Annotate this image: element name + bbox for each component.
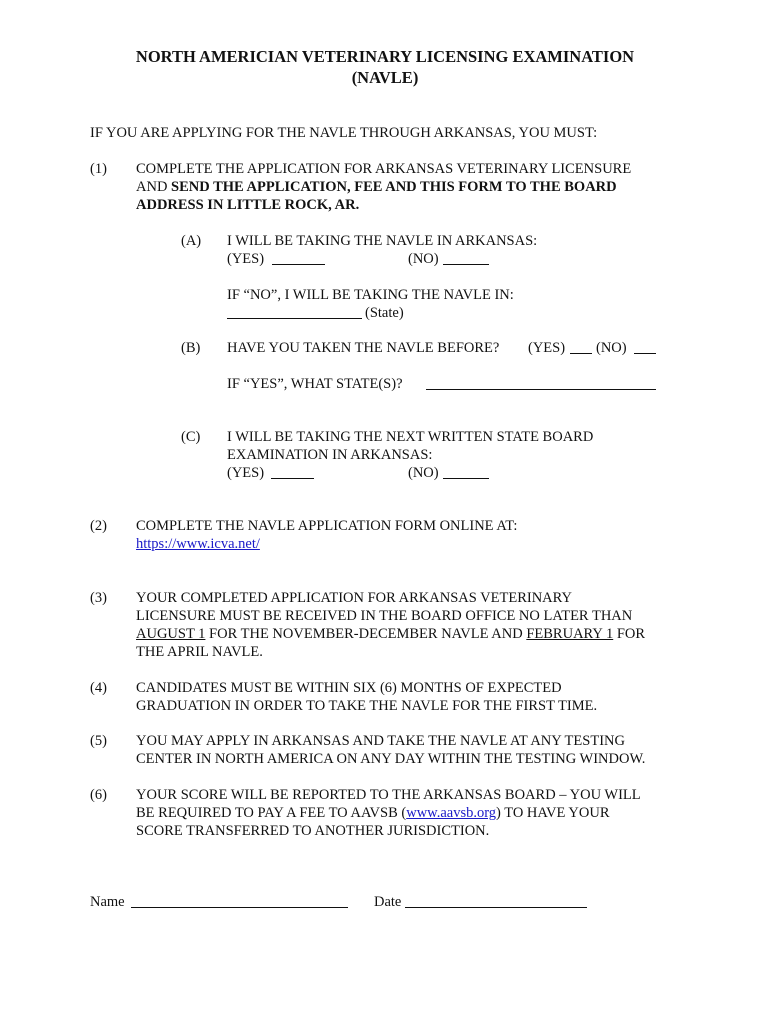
sub-a-question: I WILL BE TAKING THE NAVLE IN ARKANSAS:	[227, 233, 538, 249]
sub-c-line-2: EXAMINATION IN ARKANSAS:	[227, 447, 433, 463]
item-6-line-2-post: ) TO HAVE YOUR	[496, 805, 610, 821]
item-6-number: (6)	[90, 787, 107, 803]
sub-a-yes-field[interactable]	[272, 251, 325, 265]
item-5-line-1: YOU MAY APPLY IN ARKANSAS AND TAKE THE NAVLE AT ANY TESTING	[136, 733, 625, 749]
document-title: NORTH AMERICIAN VETERINARY LICENSING EXAMINATION	[135, 47, 635, 66]
item-3-line-3	[136, 625, 645, 643]
sub-b-no-label: (NO)	[596, 340, 627, 356]
august-deadline: AUGUST 1	[136, 626, 206, 642]
sub-c-yes-field[interactable]	[271, 465, 314, 479]
sub-a-letter: (A)	[181, 233, 202, 249]
sub-a-no-field[interactable]	[443, 251, 489, 265]
sub-c-no-label: (NO)	[408, 465, 439, 481]
sub-a-if-no: IF “NO”, I WILL BE TAKING THE NAVLE IN:	[227, 287, 514, 303]
sub-b-yes-field[interactable]	[570, 340, 592, 354]
sub-b-states-field[interactable]	[426, 376, 656, 390]
item-1-line-2-bold: SEND THE APPLICATION, FEE AND THIS FORM TO THE BOARD	[171, 179, 617, 195]
name-label: Name	[90, 894, 125, 910]
item-5-line-2: CENTER IN NORTH AMERICA ON ANY DAY WITHIN THE TESTING WINDOW.	[136, 751, 646, 767]
item-6-line-3: SCORE TRANSFERRED TO ANOTHER JURISDICTION.	[136, 823, 490, 839]
item-3-line-2: LICENSURE MUST BE RECEIVED IN THE BOARD OFFICE NO LATER THAN	[136, 608, 633, 624]
item-1-line-2	[136, 178, 617, 196]
sub-b-no-field[interactable]	[634, 340, 656, 354]
date-field[interactable]	[405, 894, 587, 908]
name-field[interactable]	[131, 894, 348, 908]
intro-text: IF YOU ARE APPLYING FOR THE NAVLE THROUGH ARKANSAS, YOU MUST:	[90, 125, 598, 141]
item-6-line-1: YOUR SCORE WILL BE REPORTED TO THE ARKANSAS BOARD – YOU WILL	[136, 787, 641, 803]
item-3-line-1: YOUR COMPLETED APPLICATION FOR ARKANSAS VETERINARY	[136, 590, 572, 606]
date-label: Date	[374, 894, 402, 910]
sub-c-letter: (C)	[181, 429, 201, 445]
item-1-line-3	[136, 196, 359, 214]
sub-a-state-label: (State)	[365, 305, 404, 321]
item-4-number: (4)	[90, 680, 107, 696]
item-1-line-2-plain: AND	[136, 179, 172, 195]
item-3-line-4: THE APRIL NAVLE.	[136, 644, 263, 660]
icva-link[interactable]: https://www.icva.net/	[136, 536, 260, 552]
item-3-line-3-mid: FOR THE NOVEMBER-DECEMBER NAVLE AND	[205, 626, 527, 642]
item-2-line-1: COMPLETE THE NAVLE APPLICATION FORM ONLINE AT:	[136, 518, 518, 534]
sub-c-yes-label: (YES)	[227, 465, 265, 481]
document-subtitle: (NAVLE)	[351, 68, 419, 87]
sub-b-if-yes: IF “YES”, WHAT STATE(S)?	[227, 376, 403, 392]
item-3-line-3-end: FOR	[613, 626, 646, 642]
item-5-number: (5)	[90, 733, 107, 749]
sub-b-letter: (B)	[181, 340, 201, 356]
item-2-number: (2)	[90, 518, 107, 534]
item-4-line-1: CANDIDATES MUST BE WITHIN SIX (6) MONTHS OF EXPECTED	[136, 680, 562, 696]
sub-c-no-field[interactable]	[443, 465, 489, 479]
item-1-line-3-bold: ADDRESS IN LITTLE ROCK, AR.	[136, 197, 360, 213]
item-1-number: (1)	[90, 161, 107, 177]
item-1-line-1: COMPLETE THE APPLICATION FOR ARKANSAS VETERINARY LICENSURE	[136, 161, 632, 177]
item-4-line-2: GRADUATION IN ORDER TO TAKE THE NAVLE FOR THE FIRST TIME.	[136, 698, 598, 714]
february-deadline: FEBRUARY 1	[526, 626, 614, 642]
item-6-line-2	[136, 804, 610, 822]
sub-b-yes-label: (YES)	[528, 340, 566, 356]
sub-a-no-label: (NO)	[408, 251, 439, 267]
item-3-number: (3)	[90, 590, 107, 606]
item-6-line-2-pre: BE REQUIRED TO PAY A FEE TO AAVSB (	[136, 805, 407, 821]
sub-a-state-field[interactable]	[227, 305, 362, 319]
sub-a-yes-label: (YES)	[227, 251, 265, 267]
sub-c-line-1: I WILL BE TAKING THE NEXT WRITTEN STATE BOARD	[227, 429, 594, 445]
sub-b-question: HAVE YOU TAKEN THE NAVLE BEFORE?	[227, 340, 500, 356]
aavsb-link[interactable]: www.aavsb.org	[406, 805, 497, 821]
